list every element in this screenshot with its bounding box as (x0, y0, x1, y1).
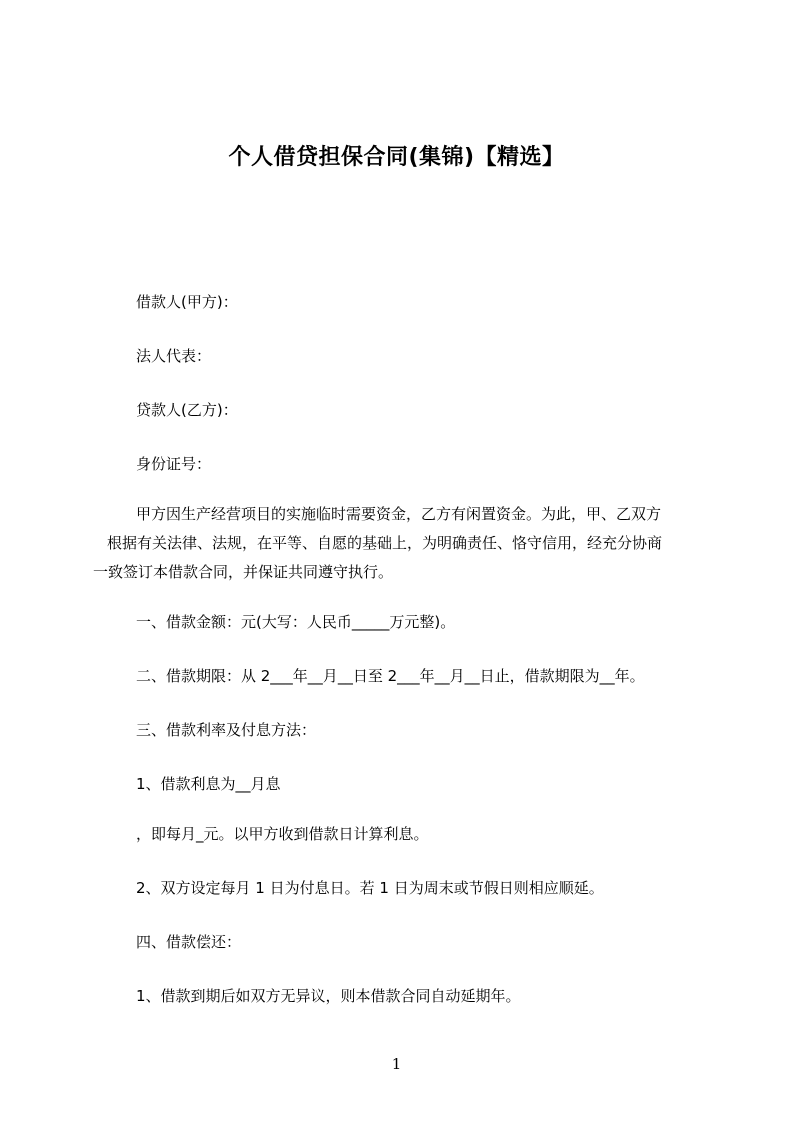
clause-repay-1: 1、借款到期后如双方无异议，则本借款合同自动延期年。 (136, 987, 521, 1005)
clause-amount: 一、借款金额：元(大写：人民币_____万元整)。 (136, 613, 456, 631)
intro-paragraph (95, 500, 705, 587)
borrower-field: 借款人(甲方)： (136, 293, 238, 311)
lender-field: 贷款人(乙方)： (136, 401, 238, 419)
intro-line-3: 一致签订本借款合同，并保证共同遵守执行。 (93, 563, 394, 581)
clause-interest-2: 2、双方设定每月 1 日为付息日。若 1 日为周末或节假日则相应顺延。 (136, 879, 604, 897)
page-number: 1 (391, 1055, 402, 1073)
clause-interest-heading: 三、借款利率及付息方法： (136, 721, 317, 739)
clause-repay-heading: 四、借款偿还： (136, 933, 242, 951)
id-number-field: 身份证号： (136, 455, 212, 473)
intro-line-2: 根据有关法律、法规，在平等、自愿的基础上，为明确责任、恪守信用，经充分协商 (107, 534, 663, 552)
clause-term: 二、借款期限：从 2___年__月__日至 2___年__月__日止，借款期限为__年。 (136, 667, 645, 685)
intro-line-1: 甲方因生产经营项目的实施临时需要资金，乙方有闲置资金。为此，甲、乙双方 (136, 505, 662, 523)
document-title: 个人借贷担保合同(集锦)【精选】 (228, 145, 565, 170)
legal-rep-field: 法人代表： (136, 347, 212, 365)
clause-interest-1: 1、借款利息为__月息 (136, 775, 281, 793)
clause-interest-1-cont: ，即每月_元。以甲方收到借款日计算利息。 (136, 825, 429, 843)
